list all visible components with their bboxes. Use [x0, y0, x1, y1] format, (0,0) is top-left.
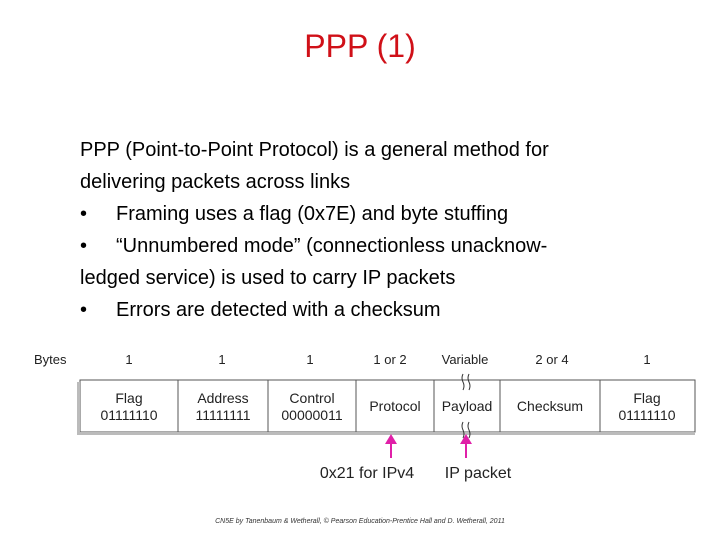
protocol-arrow-icon: [385, 434, 397, 458]
bullet-icon: •: [80, 235, 88, 257]
field-flag: Flag: [115, 390, 143, 406]
slide-title: PPP (1): [304, 28, 416, 64]
byte-count-flag-end: 1: [643, 352, 651, 367]
byte-count-checksum: 2 or 4: [535, 352, 569, 367]
ppp-frame-diagram: [0, 340, 720, 540]
protocol-annotation: 0x21 for IPv4: [319, 465, 415, 482]
byte-count-control: 1: [306, 352, 314, 367]
bullet-text: ledged service) is used to carry IP packets: [80, 267, 456, 289]
payload-arrow-icon: [460, 434, 472, 458]
field-control: Control: [289, 390, 335, 406]
value-address: 11111111: [195, 407, 251, 423]
intro-line: delivering packets across links: [80, 171, 351, 193]
field-address: Address: [197, 390, 249, 406]
field-payload: Payload: [441, 398, 493, 414]
byte-count-flag: 1: [125, 352, 133, 367]
bullet-icon: •: [80, 299, 88, 321]
value-flag-end: 01111110: [618, 407, 676, 423]
byte-count-protocol: 1 or 2: [373, 352, 407, 367]
value-control: 00000011: [281, 407, 343, 423]
field-checksum: Checksum: [516, 398, 584, 414]
slide-body: [80, 134, 680, 326]
bullet-continuation: [80, 262, 680, 294]
value-flag: 01111110: [100, 407, 158, 423]
slide-footer: CN5E by Tanenbaum & Wetherall, © Pearson Education-Prentice Hall and D. Wetherall, 2011: [215, 518, 505, 525]
byte-count-address: 1: [218, 352, 226, 367]
bullet-text: “Unnumbered mode” (connectionless unacknow-: [116, 235, 548, 257]
byte-count-payload: Variable: [441, 352, 489, 367]
intro-line: PPP (Point-to-Point Protocol) is a general method for: [80, 139, 549, 161]
field-protocol: Protocol: [369, 398, 421, 414]
bytes-label: Bytes: [34, 352, 67, 367]
payload-annotation: IP packet: [444, 465, 512, 482]
bullet-text: Errors are detected with a checksum: [116, 299, 441, 321]
bullet-item: [80, 294, 680, 326]
bullet-text: Framing uses a flag (0x7E) and byte stuffing: [116, 203, 509, 225]
field-flag-end: Flag: [633, 390, 661, 406]
bullet-item: [80, 198, 680, 230]
bullet-item: [80, 230, 680, 262]
bullet-icon: •: [80, 203, 88, 225]
